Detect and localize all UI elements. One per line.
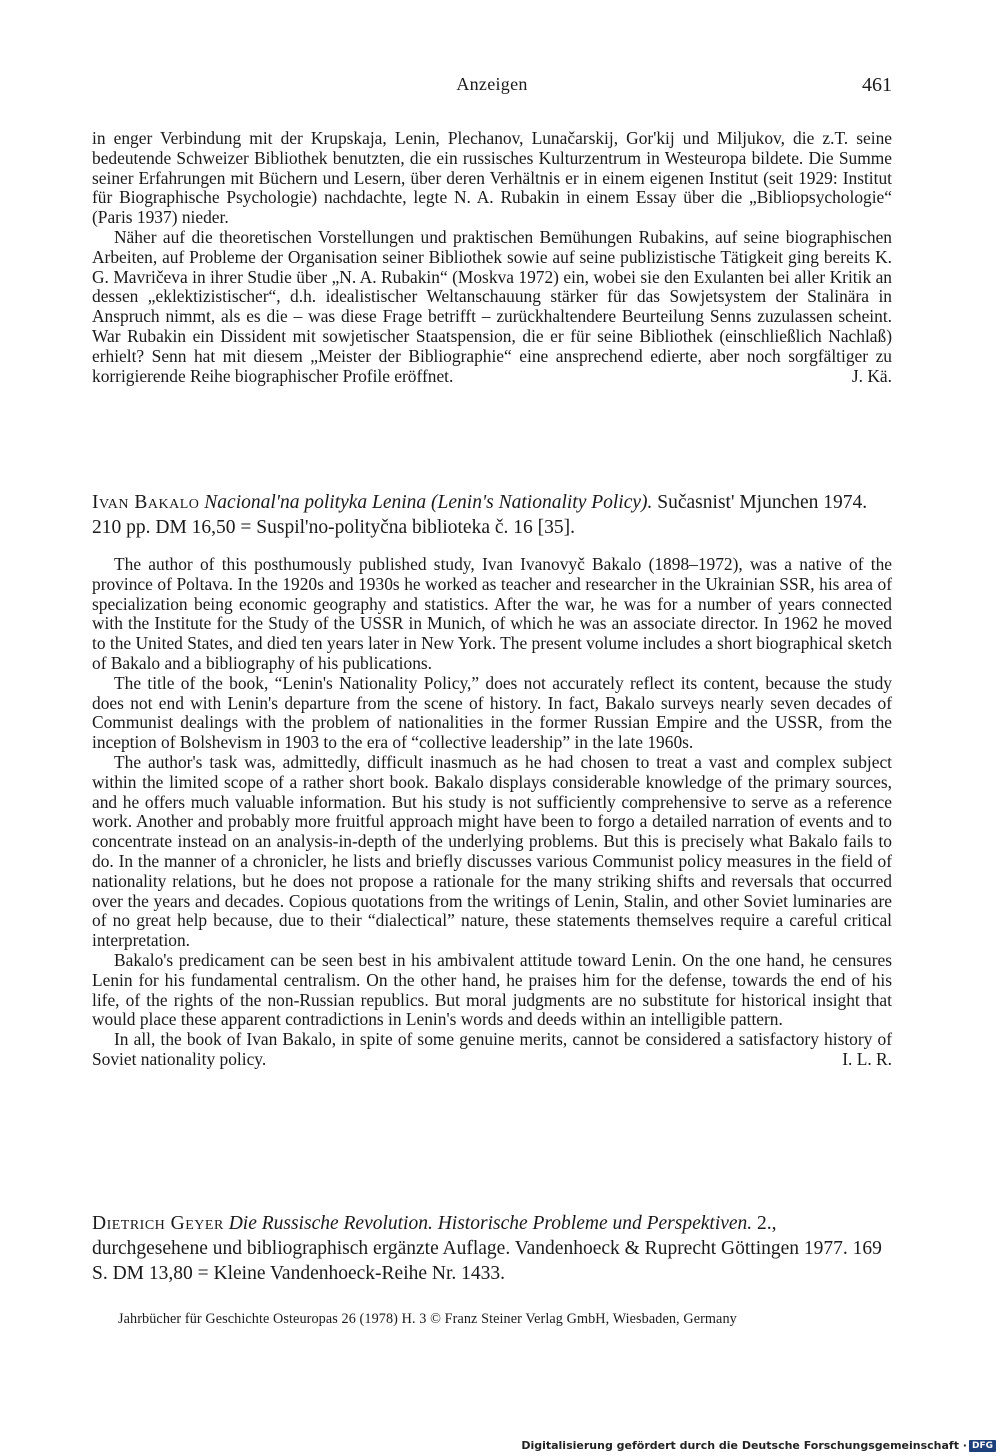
review-heading-geyer <box>92 1211 892 1286</box>
body-paragraph: The author's task was, admittedly, difficult inasmuch as he had chosen to treat a vast and complex subject within the limited scope of a rather short book. Bakalo displays considerable knowledge of the primary sources, and he offers much valuable information. But his study is not sufficiently comprehensive to serve as a reference work. Another and probably more fruitful approach might have been to forgo a detailed narration of events and to concentrate instead on an analysis-in-depth of the underlying problems. But this is precisely what Bakalo fails to do. In the manner of a chronicler, he lists and briefly discusses various Communist policy measures in the field of nationality relations, but he does not propose a rationale for the many striking shifts and reversals that occurred over the years and decades. Copious quotations from the writings of Lenin, Stalin, and other Soviet luminaries are of no great help because, due to their “dialectical” nature, these statements themselves require a careful critical interpretation. <box>92 751 892 951</box>
running-head: Anzeigen <box>456 74 528 94</box>
body-paragraph: The author of this posthumously published study, Ivan Ivanovyč Bakalo (1898–1972), was a native of the province of Poltava. In the 1920s and 1930s he worked as teacher and researcher in the Ukrainian SSR, his area of specialization being economic geography and statistics. After the war, he was for a number of years connected with the Institute for the Study of the USSR in Munich, of which he was an associate director. In 1962 he moved to the United States, and died ten years later in New York. The present volume includes a short biographical sketch of Bakalo and a bibliography of his publications. <box>92 554 892 673</box>
review-continued <box>92 129 892 386</box>
book-title: Nacional'na polityka Lenina (Lenin's Nationality Policy). <box>204 492 653 513</box>
reviewer-signature: I. L. R. <box>842 1048 892 1069</box>
review-heading-bakalo <box>92 490 892 540</box>
book-author: Dietrich Geyer <box>92 1213 224 1234</box>
paragraph-text: In all, the book of Ivan Bakalo, in spite of some genuine merits, cannot be considered a satisfactory history of Soviet nationality policy. <box>92 1029 892 1069</box>
review-citation <box>92 490 892 540</box>
review-body-bakalo <box>92 555 892 1070</box>
journal-citation-footer: Jahrbücher für Geschichte Osteuropas 26 (1978) H. 3 © Franz Steiner Verlag GmbH, Wiesbaden, Germany <box>118 1311 737 1327</box>
dfg-logo: DFG <box>969 1440 996 1452</box>
body-paragraph <box>92 228 892 386</box>
page-header <box>92 74 892 98</box>
paragraph-text: Näher auf die theoretischen Vorstellungen und praktischen Bemühungen Rubakins, auf seine biographischen Arbeiten, auf Probleme der Organisation seiner Bibliothek sowie auf seine publizistische Tätigkeit ging bereits K. G. Mavričeva in ihrer Studie über „N. A. Rubakin“ (Moskva 1972) ein, wobei sie den Exulanten bei aller Kritik an dessen „eklektizistischer“, d.h. idealistischer Weltanschauung stärker für das Sowjetsystem der Stalinära in Anspruch nimmt, als es die – was diese Frage betrifft – zurückhaltendere Beurteilung Senns zuzulassen scheint. War Rubakin ein Dissident mit sowjetischer Staatspension, die er für seine Bibliothek (einschließlich Nachlaß) erhielt? Senn hat mit diesem „Meister der Bibliographie“ eine ansprechend edierte, aber noch sorgfältiger zu korrigierende Reihe biographischer Profile eröffnet. <box>92 226 892 386</box>
digitization-watermark <box>521 1439 996 1452</box>
book-author: Ivan Bakalo <box>92 492 200 513</box>
book-details: 2., durchgesehene und bibliographisch ergänzte Auflage. Vandenhoeck & Ruprecht Göttingen 1977. 169 S. DM 13,80 = Kleine Vandenhoeck-Reihe Nr. 1433. <box>92 1213 882 1284</box>
review-citation <box>92 1211 892 1286</box>
watermark-text: Digitalisierung gefördert durch die Deutsche Forschungsgemeinschaft · <box>521 1439 967 1452</box>
body-paragraph: The title of the book, “Lenin's Nationality Policy,” does not accurately reflect its content, because the study does not end with Lenin's departure from the scene of history. In fact, Bakalo surveys nearly seven decades of Communist dealings with the problem of nationalities in the former Russian Empire and the USSR, from the inception of Bolshevism in 1903 to the era of “collective leadership” in the late 1960s. <box>92 672 892 753</box>
page-number: 461 <box>862 74 892 96</box>
body-paragraph <box>92 1030 892 1070</box>
reviewer-signature: J. Kä. <box>851 365 892 386</box>
body-paragraph: Bakalo's predicament can be seen best in his ambivalent attitude toward Lenin. On the one hand, he censures Lenin for his fundamental centralism. On the other hand, he praises him for the defense, towards the end of his life, of the rights of the non-Russian republics. But moral judgments are no substitute for historical insight that would place these apparent contradictions in Lenin's words and deeds within an intelligible pattern. <box>92 949 892 1030</box>
book-title: Die Russische Revolution. Historische Probleme und Perspektiven. <box>228 1213 753 1234</box>
body-paragraph: in enger Verbindung mit der Krupskaja, Lenin, Plechanov, Lunačarskij, Gor'kij und Miljukov, die z.T. seine bedeutende Schweizer Bibliothek benutzten, die ein russisches Kulturzentrum in Westeuropa bildete. Die Summe seiner Erfahrungen mit Büchern und Lesern, über deren Verhältnis er in einem eigenen Institut (seit 1929: Institut für Biographische Psychologie) nachdachte, legte N. A. Rubakin in einem Essay über die „Bibliopsychologie“ (Paris 1937) nieder. <box>92 128 892 228</box>
book-details: Sučasnist' Mjunchen 1974. 210 pp. DM 16,50 = Suspil'no-polityčna biblioteka č. 16 [35]. <box>92 492 868 538</box>
